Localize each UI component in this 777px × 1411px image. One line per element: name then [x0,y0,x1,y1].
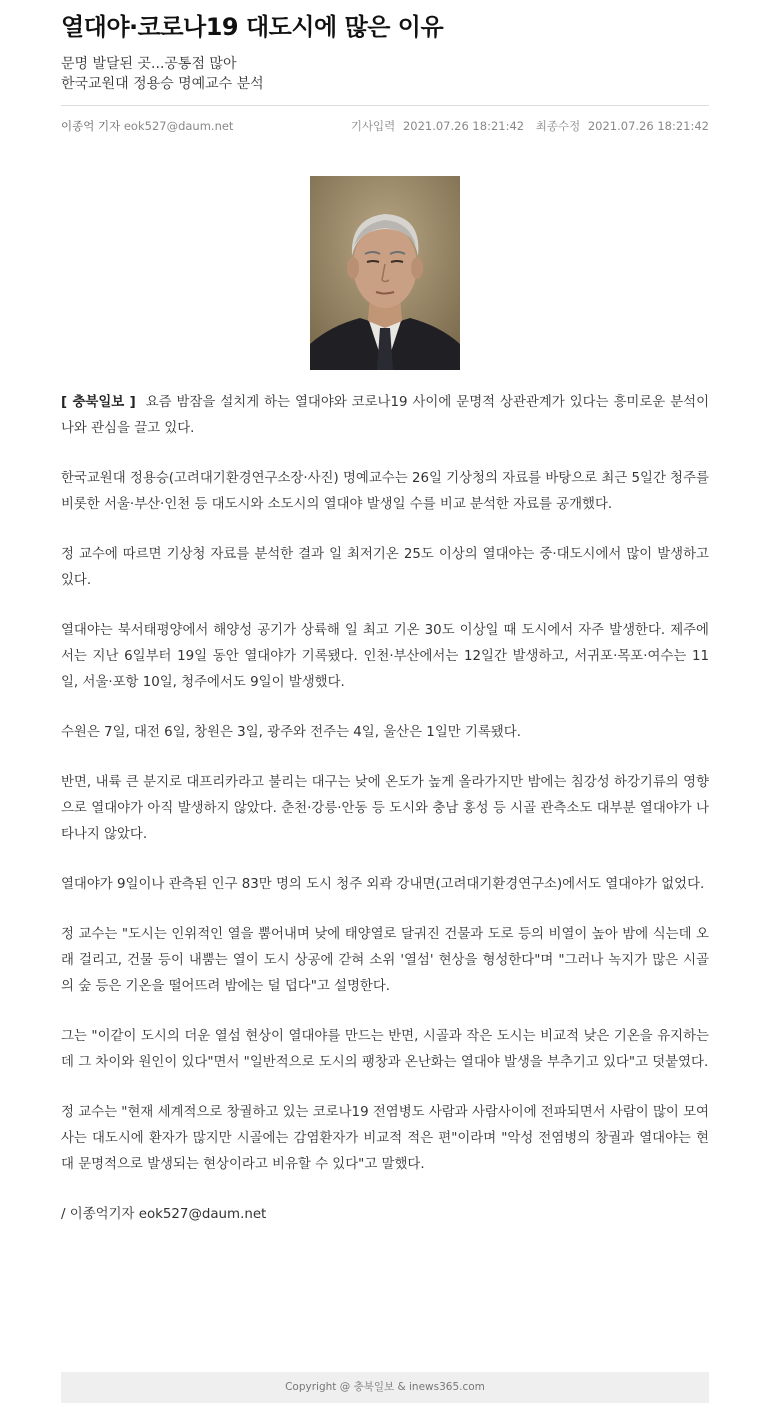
article-paragraph: 열대야는 북서태평양에서 해양성 공기가 상륙해 일 최고 기온 30도 이상일 때 도시에서 자주 발생한다. 제주에서는 지난 6일부터 19일 동안 열대야가 기록됐다. 인천·부산에서는 12일간 발생하고, 서귀포·목포·여수는 11일, 서울·포항 10일, 청주에서도 9일이 발생했다. [61,623,709,690]
article-paragraph: 한국교원대 정용승(고려대기환경연구소장·사진) 명예교수는 26일 기상청의 자료를 바탕으로 최근 5일간 청주를 비롯한 서울·부산·인천 등 대도시와 소도시의 열대야 발생일 수를 비교 분석한 자료를 공개했다. [61,471,709,512]
input-date-label: 기사입력 [350,119,396,133]
reporter-email[interactable]: eok527@daum.net [123,119,234,133]
article-headline: 열대야·코로나19 대도시에 많은 이유 [61,13,444,41]
article-subtitle [61,54,709,94]
article-dates [347,117,709,135]
header-divider [61,105,709,106]
article-paragraph: 반면, 내륙 큰 분지로 대프리카라고 불리는 대구는 낮에 온도가 높게 올라가지만 밤에는 침강성 하강기류의 영향으로 열대야가 아직 발생하지 않았다. 춘천·강릉·안동 등 도시와 충남 홍성 등 시골 관측소도 대부분 열대야가 나타나지 않았다. [61,775,709,842]
article-paragraph [61,390,709,442]
article-paragraph: 수원은 7일, 대전 6일, 창원은 3일, 광주와 전주는 4일, 울산은 1일만 기록됐다. [61,725,521,740]
article-paragraph: 그는 "이같이 도시의 더운 열섬 현상이 열대야를 만드는 반면, 시골과 작은 도시는 비교적 낮은 기온을 유지하는데 그 차이와 원인이 있다"면서 "일반적으로 도시의 팽창과 온난화는 열대야 발생을 부추기고 있다"고 덧붙였다. [61,1029,709,1070]
article-paragraph: 열대야가 9일이나 관측된 인구 83만 명의 도시 청주 외곽 강내면(고려대기환경연구소)에서도 열대야가 없었다. [61,877,705,892]
byline [61,117,233,135]
article-paragraph: 정 교수는 "현재 세계적으로 창궐하고 있는 코로나19 전염병도 사람과 사람사이에 전파되면서 사람이 많이 모여 사는 대도시에 환자가 많지만 시골에는 감염환자가 비교적 적은 편"이라며 "악성 전염병의 창궐과 열대야는 현대 문명적으로 발생되는 현상이라고 비유할 수 있다"고 말했다. [61,1105,709,1172]
modified-date-label: 최종수정 [535,119,581,133]
professor-photo [310,176,460,370]
article-header [61,10,709,94]
input-date: 2021.07.26 18:21:42 [402,119,525,133]
press-tag: [ 충북일보 ] [61,395,136,410]
article-signature: / 이종억기자 eok527@daum.net [61,1207,267,1222]
article-body [61,390,709,1252]
article-meta [61,117,709,135]
site-footer [61,1372,709,1403]
subtitle-line: 한국교원대 정용승 명예교수 분석 [61,76,264,92]
reporter-name: 이종억 기자 [61,119,121,133]
article-paragraph: 정 교수는 "도시는 인위적인 열을 뿜어내며 낮에 태양열로 달궈진 건물과 도로 등의 비열이 높아 밤에 식는데 오래 걸리고, 건물 등이 내뿜는 열이 도시 상공에 갇혀 소위 '열섬' 현상을 형성한다"며 "그러나 녹지가 많은 시골의 숲 등은 기온을 떨어뜨려 밤에는 덜 덥다"고 설명한다. [61,927,709,994]
modified-date: 2021.07.26 18:21:42 [587,119,709,133]
copyright-text: Copyright @ 충북일보 & inews365.com [285,1381,485,1393]
paragraph-text: 요즘 밤잠을 설치게 하는 열대야와 코로나19 사이에 문명적 상관관계가 있다는 흥미로운 분석이 나와 관심을 끌고 있다. [61,395,709,436]
article-paragraph: 정 교수에 따르면 기상청 자료를 분석한 결과 일 최저기온 25도 이상의 열대야는 중·대도시에서 많이 발생하고 있다. [61,547,709,588]
subtitle-line: 문명 발달된 곳...공통점 많아 [61,56,237,72]
portrait-image [310,176,460,370]
